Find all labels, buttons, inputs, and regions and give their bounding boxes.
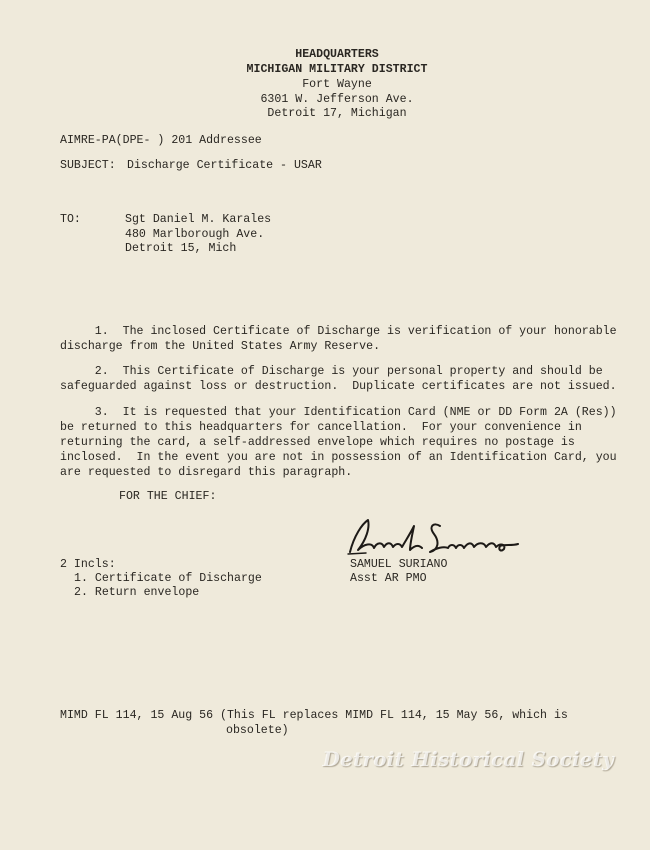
paragraph-3-line-1: 3. It is requested that your Identification Card (NME or DD Form 2A (Res)) <box>60 406 617 419</box>
footer-line-1: MIMD FL 114, 15 Aug 56 (This FL replaces MIMD FL 114, 15 May 56, which is <box>60 709 568 722</box>
addressee-name: Sgt Daniel M. Karales <box>125 213 272 226</box>
paragraph-2-line-2: safeguarded against loss or destruction. Duplicate certificates are not issued. <box>60 380 617 393</box>
closing-line: FOR THE CHIEF: <box>119 490 217 503</box>
addressee-street: 480 Marlborough Ave. <box>125 228 265 241</box>
footer-line-2: obsolete) <box>226 724 289 737</box>
handwritten-signature <box>344 514 524 560</box>
inclosures-heading: 2 Incls: <box>60 558 116 571</box>
paragraph-3-line-5: are requested to disregard this paragraph. <box>60 466 353 479</box>
paragraph-1-line-2: discharge from the United States Army Reserve. <box>60 340 381 353</box>
watermark: Detroit Historical Society <box>322 747 614 771</box>
letterhead-headquarters: HEADQUARTERS <box>295 48 379 61</box>
to-label: TO: <box>60 213 81 226</box>
letterhead-fort: Fort Wayne <box>302 78 372 91</box>
addressee-city: Detroit 15, Mich <box>125 242 237 255</box>
inclosure-item-2: 2. Return envelope <box>74 586 200 599</box>
paragraph-1-line-1: 1. The inclosed Certificate of Discharge is verification of your honorable <box>60 325 617 338</box>
paragraph-3-line-4: inclosed. In the event you are not in possession of an Identification Card, you <box>60 451 617 464</box>
letterhead-district: MICHIGAN MILITARY DISTRICT <box>246 63 428 76</box>
signatory-name: SAMUEL SURIANO <box>350 558 448 571</box>
paragraph-3-line-2: be returned to this headquarters for cancellation. For your convenience in <box>60 421 582 434</box>
paragraph-3-line-3: returning the card, a self-addressed envelope which requires no postage is <box>60 436 575 449</box>
signatory-title: Asst AR PMO <box>350 572 427 585</box>
letterhead-street: 6301 W. Jefferson Ave. <box>260 93 414 106</box>
paragraph-2-line-1: 2. This Certificate of Discharge is your personal property and should be <box>60 365 603 378</box>
reference-line: AIMRE-PA(DPE- ) 201 Addressee <box>60 134 262 147</box>
inclosure-item-1: 1. Certificate of Discharge <box>74 572 262 585</box>
subject-label: SUBJECT: <box>60 159 116 172</box>
subject-text: Discharge Certificate - USAR <box>127 159 322 172</box>
letterhead-city: Detroit 17, Michigan <box>267 107 407 120</box>
